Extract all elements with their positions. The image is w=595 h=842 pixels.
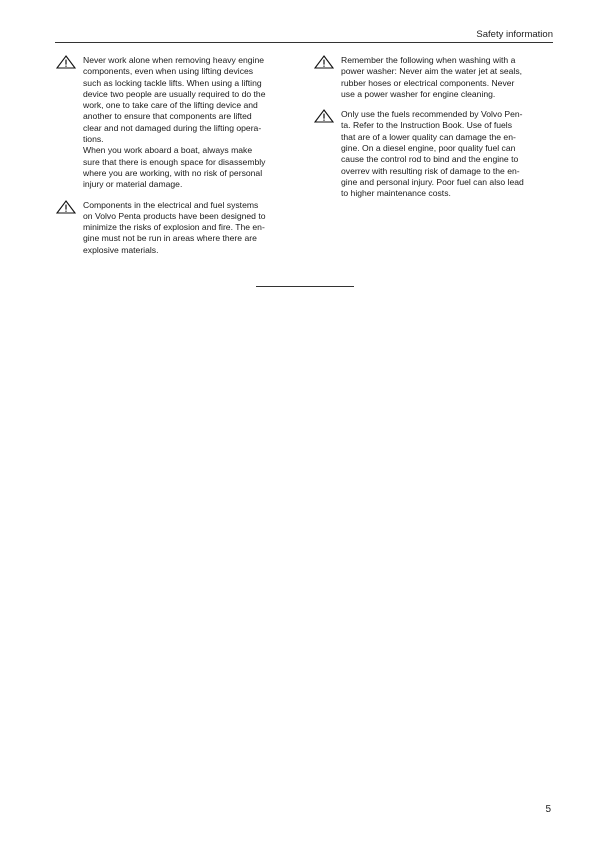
running-header-title: Safety information <box>476 29 553 40</box>
warning-text: Remember the following when washing with a power washer: Never aim the water jet at seals, rubber hoses or electrical components. Never use a power washer for engine cleaning. <box>341 55 523 99</box>
right-column <box>313 55 553 209</box>
page-number: 5 <box>545 804 551 815</box>
left-column <box>55 55 295 265</box>
section-end-divider <box>256 286 354 287</box>
warning-triangle-icon <box>314 55 334 69</box>
warning-triangle-icon <box>56 55 76 69</box>
warning-block-fuel <box>313 109 553 199</box>
warning-text: Components in the electrical and fuel systems on Volvo Penta products have been designed to minimize the risks of explosion and fire. The en- gine must not be run in areas where there are explosive materials. <box>83 199 266 255</box>
warning-triangle-icon <box>314 109 334 123</box>
warning-text: When you work aboard a boat, always make sure that there is enough space for disassembly where you are working, with no risk of personal injury or material damage. <box>83 145 266 190</box>
warning-text: Never work alone when removing heavy engine components, even when using lifting devices such as locking tackle lifts. When using a lifting device two people are usually required to do the work, one to take care of the lifting device and another to ensure that components are lifted clear and not damaged during the lifting opera- tions. <box>83 55 266 145</box>
warning-text: Only use the fuels recommended by Volvo Pen- ta. Refer to the Instruction Book. Use of fuels that are of a lower quality can damage the en- gine. On a diesel engine, poor quality fuel can cause the control rod to bind and the engine to overrev with resulting risk of damage to the en- gine and personal injury. Poor fuel can also lead to higher maintenance costs. <box>341 109 524 199</box>
warning-triangle-icon <box>56 200 76 214</box>
header-rule <box>55 42 553 43</box>
warning-block-lifting <box>55 55 295 191</box>
warning-block-explosion <box>55 200 295 256</box>
warning-block-power-washer <box>313 55 553 100</box>
